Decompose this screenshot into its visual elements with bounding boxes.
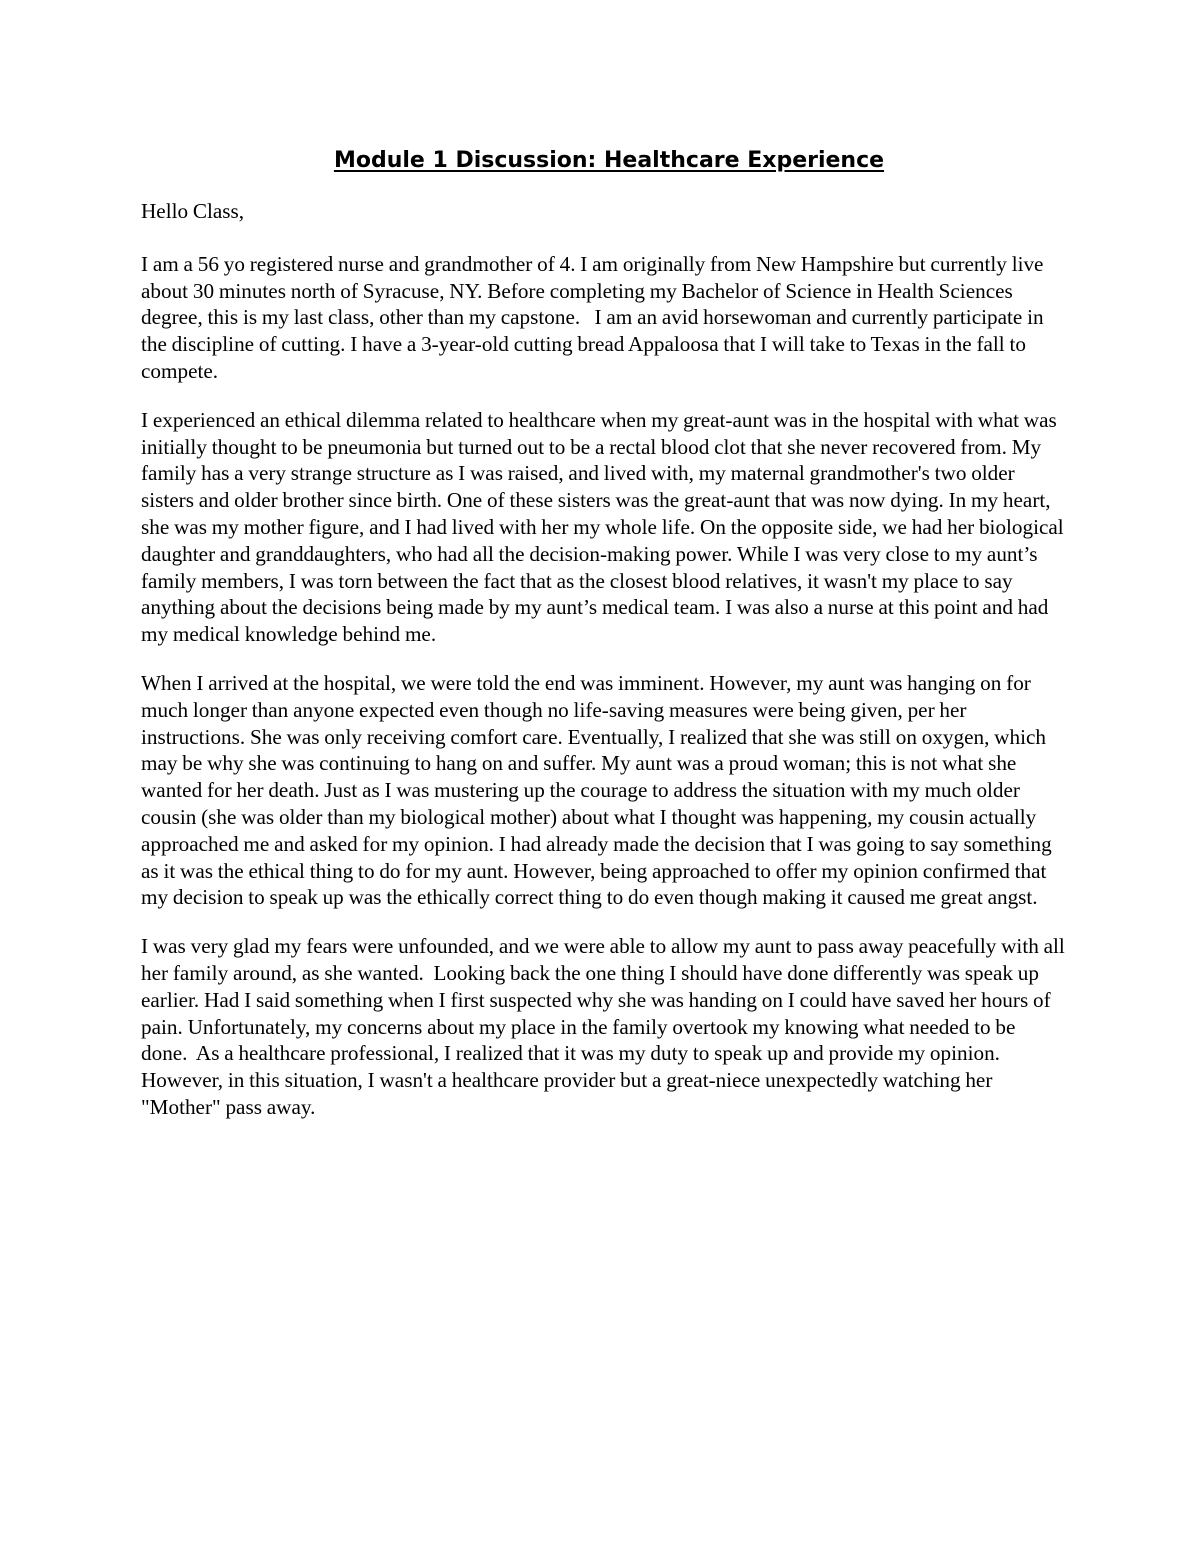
paragraph-ethical-dilemma: I experienced an ethical dilemma related to healthcare when my great-aunt was in the hospital with what was initially thought to be pneumonia but turned out to be a rectal blood clot that she never recovered from. My family has a very strange structure as I was raised, and lived with, my maternal grandmother's two older sisters and older brother since birth. One of these sisters was the great-aunt that was now dying. In my heart, she was my mother figure, and I had lived with her my whole life. On the opposite side, we had her biological daughter and granddaughters, who had all the decision-making power. While I was very close to my aunt’s family members, I was torn between the fact that as the closest blood relatives, it wasn't my place to say anything about the decisions being made by my aunt’s medical team. I was also a nurse at this point and had my medical knowledge behind me. <box>141 407 1069 647</box>
page-title-text: Module 1 Discussion: Healthcare Experience <box>333 148 885 173</box>
paragraph-reflection: I was very glad my fears were unfounded, and we were able to allow my aunt to pass away peacefully with all her family around, as she wanted. Looking back the one thing I should have done differently was speak up earlier. Had I said something when I first suspected why she was handing on I could have saved her hours of pain. Unfortunately, my concerns about my place in the family overtook my knowing what needed to be done. As a healthcare professional, I realized that it was my duty to speak up and provide my opinion. However, in this situation, I wasn't a healthcare provider but a great-niece unexpectedly watching her "Mother" pass away. <box>141 934 1070 1119</box>
paragraph-introduction: I am a 56 yo registered nurse and grandmother of 4. I am originally from New Hampshire but currently live about 30 minutes north of Syracuse, NY. Before completing my Bachelor of Science in Health Sciences degree, this is my last class, other than my capstone. I am an avid horsewoman and currently participate in the discipline of cutting. I have a 3-year-old cutting bread Appaloosa that I will take to Texas in the fall to compete. <box>141 251 1049 383</box>
paragraph-hospital: When I arrived at the hospital, we were told the end was imminent. However, my aunt was hanging on for much longer than anyone expected even though no life-saving measures were being given, per her instructions. She was only receiving comfort care. Eventually, I realized that she was still on oxygen, which may be why she was continuing to hang on and suffer. My aunt was a proud woman; this is not what she wanted for her death. Just as I was mustering up the courage to address the situation with my much older cousin (she was older than my biological mother) about what I thought was happening, my cousin actually approached me and asked for my opinion. I had already made the decision that I was going to say something as it was the ethical thing to do for my aunt. However, being approached to offer my opinion confirmed that my decision to speak up was the ethically correct thing to do even though making it caused me great angst. <box>141 670 1057 910</box>
greeting: Hello Class, <box>141 199 245 223</box>
document-body <box>141 146 1070 1143</box>
page-title <box>141 146 1065 176</box>
